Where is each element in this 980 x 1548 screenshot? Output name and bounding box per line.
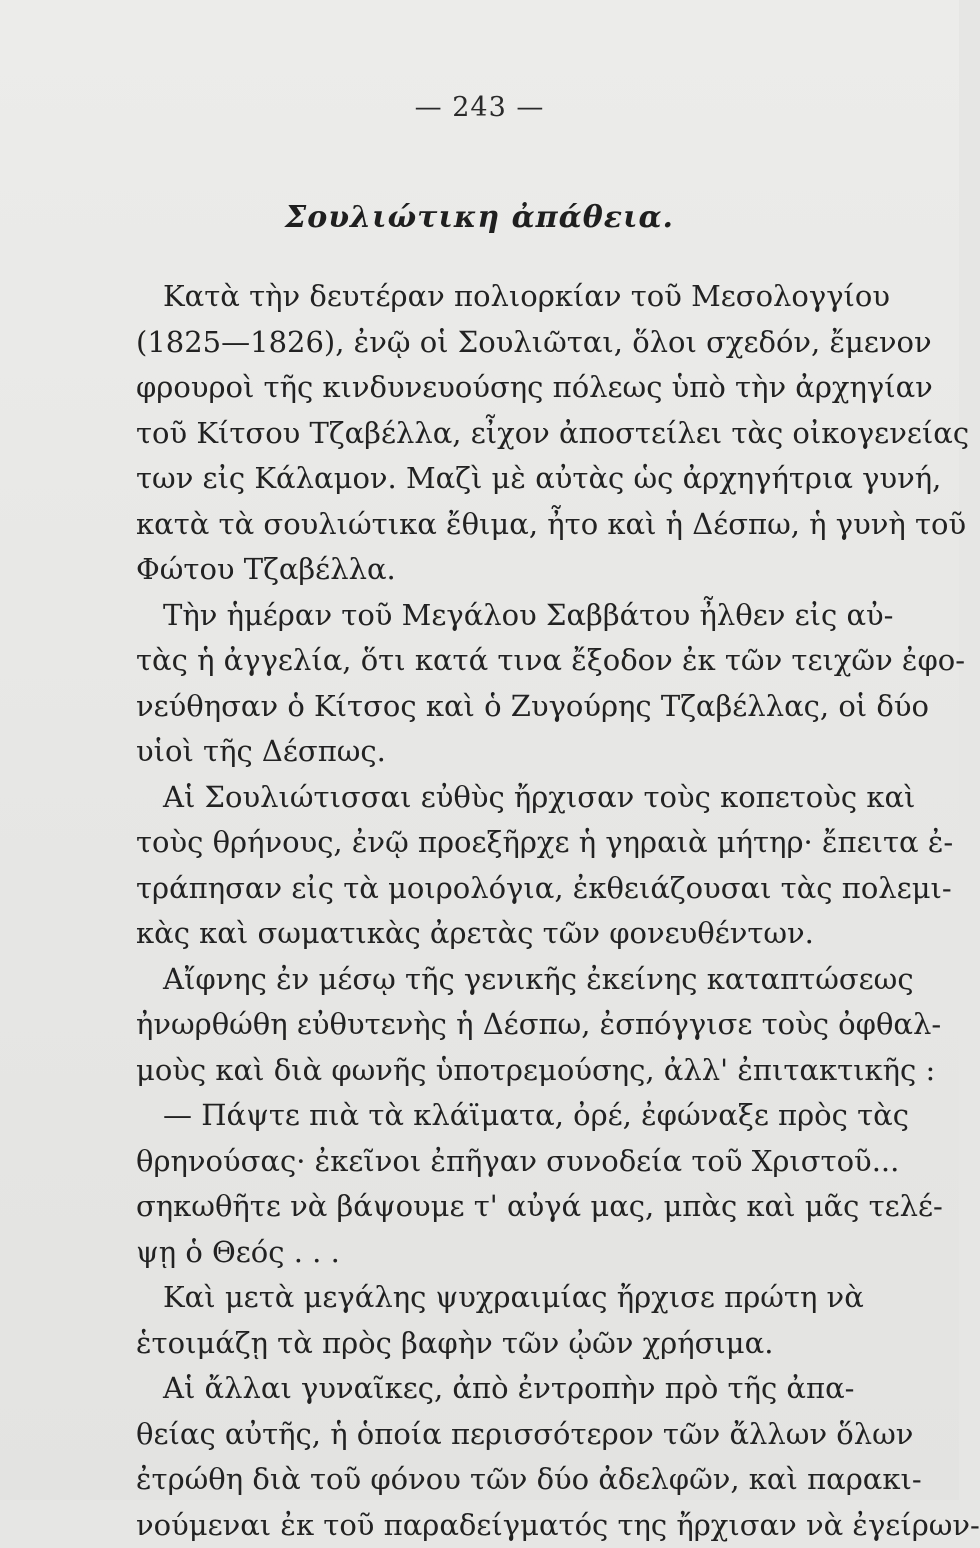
text-line: υἱοὶ τῆς Δέσπως. <box>136 729 813 775</box>
text-line: — Πάψτε πιὰ τὰ κλάϊματα, ὀρέ, ἐφώναξε πρὸς τὰς <box>136 1093 813 1139</box>
text-line: Κατὰ τὴν δευτέραν πολιορκίαν τοῦ Μεσολογγίου <box>136 274 813 320</box>
text-line: ψῃ ὁ Θεός . . . <box>136 1230 813 1276</box>
text-line: των εἰς Κάλαμον. Μαζὶ μὲ αὐτὰς ὡς ἀρχηγήτρια γυνή, <box>136 456 813 502</box>
text-line: ἠνωρθώθη εὐθυτενὴς ἡ Δέσπω, ἐσπόγγισε τοὺς ὀφθαλ- <box>136 1002 813 1048</box>
text-line: Αἱ Σουλιώτισσαι εὐθὺς ἤρχισαν τοὺς κοπετοὺς καὶ <box>136 775 813 821</box>
text-line: κὰς καὶ σωματικὰς ἀρετὰς τῶν φονευθέντων. <box>136 911 813 957</box>
chapter-title: Σουλιώτικη ἀπάθεια. <box>0 200 959 235</box>
text-line: τοῦ Κίτσου Τζαβέλλα, εἶχον ἀποστείλει τὰς οἰκογενείας <box>136 411 813 457</box>
text-line: νούμεναι ἐκ τοῦ παραδείγματός της ἤρχισαν νὰ ἐγείρων- <box>136 1503 813 1548</box>
text-line: σηκωθῆτε νὰ βάψουμε τ' αὐγά μας, μπὰς καὶ μᾶς τελέ- <box>136 1184 813 1230</box>
body-text <box>136 274 813 1548</box>
text-line: Αἱ ἄλλαι γυναῖκες, ἀπὸ ἐντροπὴν πρὸ τῆς ἀπα- <box>136 1366 813 1412</box>
text-line: τὰς ἡ ἀγγελία, ὅτι κατά τινα ἔξοδον ἐκ τῶν τειχῶν ἐφο- <box>136 638 813 684</box>
text-line: (1825—1826), ἐνῷ οἱ Σουλιῶται, ὅλοι σχεδόν, ἔμενον <box>136 320 813 366</box>
text-line: ἑτοιμάζῃ τὰ πρὸς βαφὴν τῶν ᾠῶν χρήσιμα. <box>136 1321 813 1367</box>
text-line: τοὺς θρήνους, ἐνῷ προεξῆρχε ἡ γηραιὰ μήτηρ· ἔπειτα ἐ- <box>136 820 813 866</box>
text-line: κατὰ τὰ σουλιώτικα ἔθιμα, ἦτο καὶ ἡ Δέσπω, ἡ γυνὴ τοῦ <box>136 502 813 548</box>
text-line: φρουροὶ τῆς κινδυνευούσης πόλεως ὑπὸ τὴν ἀρχηγίαν <box>136 365 813 411</box>
text-line: Φώτου Τζαβέλλα. <box>136 547 813 593</box>
text-line: νεύθησαν ὁ Κίτσος καὶ ὁ Ζυγούρης Τζαβέλλας, οἱ δύο <box>136 684 813 730</box>
text-line: Τὴν ἡμέραν τοῦ Μεγάλου Σαββάτου ἦλθεν εἰς αὐ- <box>136 593 813 639</box>
text-line: μοὺς καὶ διὰ φωνῆς ὑποτρεμούσης, ἀλλ' ἐπιτακτικῆς : <box>136 1048 813 1094</box>
page-number: — 243 — <box>0 92 959 123</box>
text-line: ἐτρώθη διὰ τοῦ φόνου τῶν δύο ἀδελφῶν, καὶ παρακι- <box>136 1457 813 1503</box>
text-line: τράπησαν εἰς τὰ μοιρολόγια, ἐκθειάζουσαι τὰς πολεμι- <box>136 866 813 912</box>
text-line: Καὶ μετὰ μεγάλης ψυχραιμίας ἤρχισε πρώτη νὰ <box>136 1275 813 1321</box>
text-line: Αἴφνης ἐν μέσῳ τῆς γενικῆς ἐκείνης καταπτώσεως <box>136 957 813 1003</box>
text-line: θείας αὐτῆς, ἡ ὁποία περισσότερον τῶν ἄλλων ὅλων <box>136 1412 813 1458</box>
text-line: θρηνούσας· ἐκεῖνοι ἐπῆγαν συνοδεία τοῦ Χριστοῦ... <box>136 1139 813 1185</box>
